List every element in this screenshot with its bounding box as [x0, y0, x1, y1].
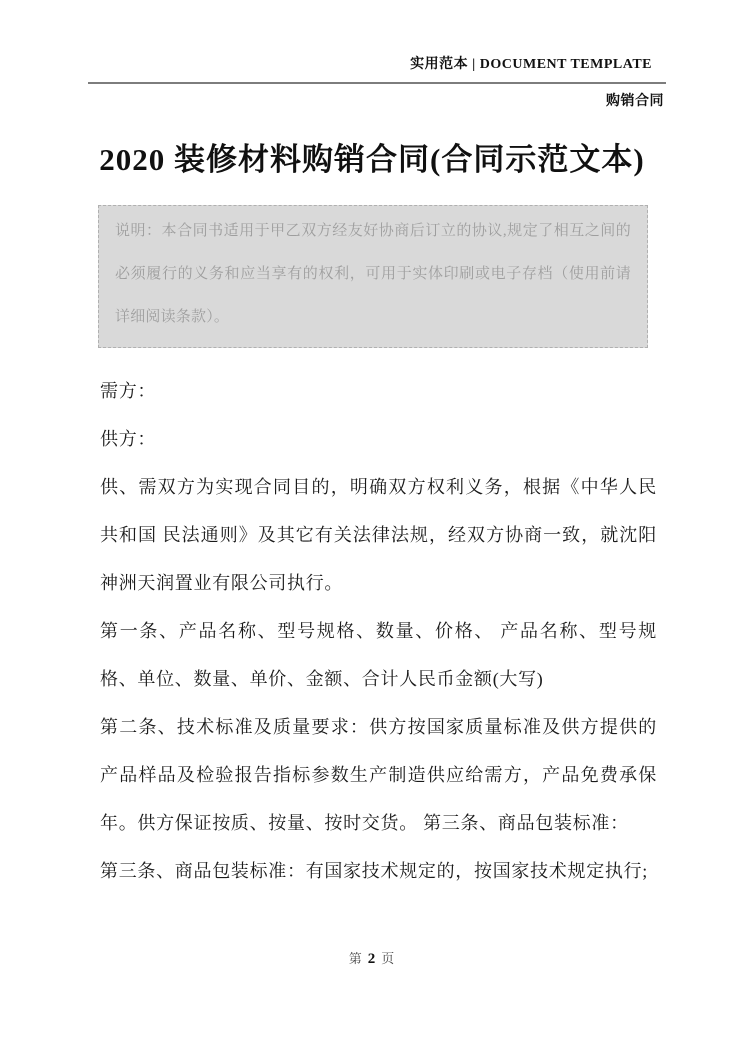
page-footer — [0, 948, 744, 968]
contract-body — [100, 367, 657, 895]
page-number-prefix: 第 — [348, 951, 363, 966]
paragraph-demander: 需方： — [100, 381, 157, 401]
paragraph-article-2: 第二条、技术标准及质量要求：供方按国家质量标准及供方提供的产品样品及检验报告指标参数生产制造供应给需方，产品免费承保年。供方保证按质、按量、按时交货。 第三条、商品包装标准： — [100, 717, 657, 833]
notice-text: 说明：本合同书适用于甲乙双方经友好协商后订立的协议,规定了相互之间的必须履行的义务和应当享有的权利，可用于实体印刷或电子存档（使用前请详细阅读条款）。 — [115, 223, 631, 325]
page-title: 2020 装修材料购销合同(合同示范文本) — [99, 142, 645, 177]
paragraph-article-3: 第三条、商品包装标准：有国家技术规定的，按国家技术规定执行; — [100, 861, 648, 881]
paragraph-preamble: 供、需双方为实现合同目的，明确双方权利义务，根据《中华人民共和国 民法通则》及其它有关法律法规，经双方协商一致，就沈阳神洲天润置业有限公司执行。 — [100, 477, 657, 593]
page-number: 2 — [367, 951, 377, 967]
page-number-suffix: 页 — [381, 951, 396, 966]
header-category: 购销合同 — [606, 94, 664, 109]
paragraph-supplier: 供方： — [100, 429, 157, 449]
paragraph-article-1: 第一条、产品名称、型号规格、数量、价格、 产品名称、型号规格、单位、数量、单价、金额、合计人民币金额(大写) — [100, 621, 657, 689]
notice-box — [98, 205, 648, 348]
page-header — [88, 53, 666, 110]
header-brand: 实用范本 | DOCUMENT TEMPLATE — [88, 53, 666, 84]
